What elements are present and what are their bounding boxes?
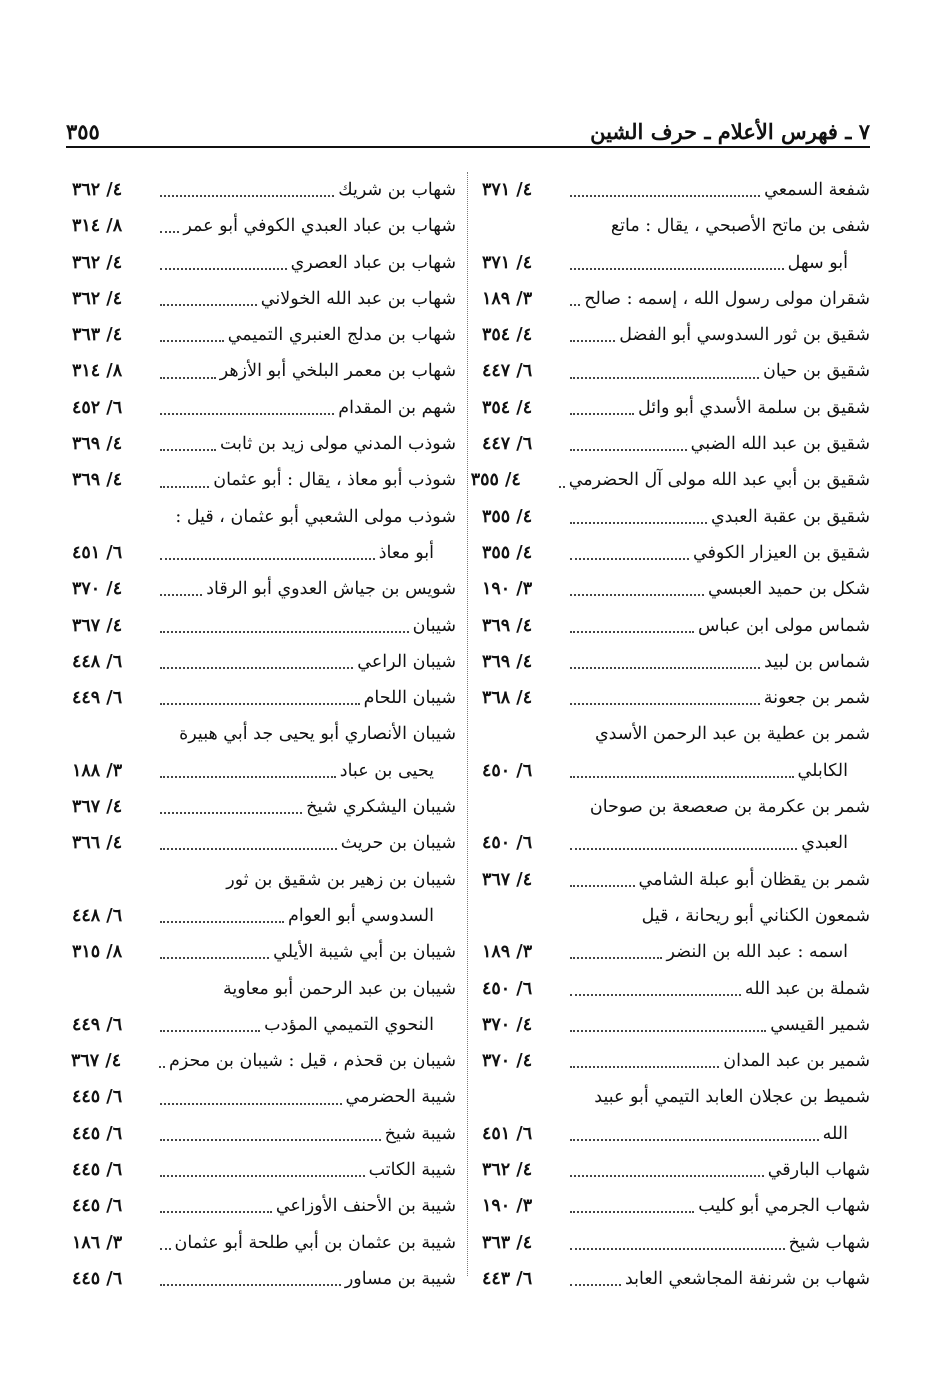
index-column-left [72, 172, 456, 1297]
volume-page-ref: ٣/ ١٨٨ [72, 760, 123, 781]
entry-name: شمير بن عبد المدان [723, 1051, 870, 1072]
index-entry [72, 644, 456, 680]
dot-leader [570, 1284, 621, 1286]
entry-name: شيبان بن زهير بن شقيق بن ثور [226, 869, 456, 890]
entry-name: شهاب بن شريك [338, 180, 456, 200]
entry-name: شكل بن حميد العبسي [708, 579, 870, 600]
index-entry [482, 1007, 870, 1043]
dot-leader [160, 1284, 341, 1286]
index-entry [72, 390, 456, 426]
volume-page-ref: ٣/ ١٨٩ [482, 288, 533, 309]
entry-name: شمير القيسي [770, 1014, 870, 1035]
index-entry [482, 1152, 870, 1188]
index-entry [482, 571, 870, 607]
dot-leader [160, 667, 353, 669]
entry-name: اسمه : عبد الله بن النضر [666, 942, 848, 963]
entry-name: شهاب بن عبد الله الخولاني [260, 288, 456, 309]
dot-leader [570, 377, 759, 379]
entry-name: أبو سهل [787, 252, 848, 273]
index-entry [72, 971, 456, 1007]
index-entry [482, 535, 870, 571]
volume-page-ref: ٤/ ٣٦٩ [482, 615, 533, 636]
volume-page-ref: ٤/ ٣٦٧ [71, 1051, 122, 1072]
entry-name: شيبان بن أبي شيبة الأيلي [273, 942, 456, 963]
volume-page-ref: ٤/ ٣٥٥ [482, 542, 533, 563]
volume-page-ref: ٤/ ٣٥٤ [482, 397, 533, 418]
volume-page-ref: ٤/ ٣٥٥ [470, 470, 521, 491]
dot-leader [570, 1175, 764, 1177]
index-entry [72, 1043, 456, 1079]
entry-name: شمر بن يقظان أبو عبلة الشامي [638, 869, 870, 890]
volume-page-ref: ٦/ ٤٤٥ [72, 1123, 123, 1144]
page-header [66, 108, 870, 144]
dot-leader [570, 449, 687, 451]
index-entry [72, 1007, 456, 1043]
index-entry [482, 1261, 870, 1297]
entry-name: شيبان [412, 615, 456, 636]
volume-page-ref: ٦/ ٤٥١ [482, 1123, 533, 1144]
volume-page-ref: ٦/ ٤٤٥ [72, 1196, 123, 1217]
volume-page-ref: ٦/ ٤٤٥ [72, 1160, 123, 1181]
dot-leader [570, 885, 635, 887]
dot-leader [160, 1211, 272, 1213]
volume-page-ref: ٦/ ٤٥٠ [482, 760, 533, 781]
dot-leader [160, 1248, 171, 1250]
entry-name: شيبان بن حريث [340, 833, 456, 854]
entry-name: شمر بن جعونة [763, 688, 870, 709]
dot-leader [160, 558, 375, 560]
volume-page-ref: ٤/ ٣٥٥ [482, 506, 533, 527]
index-entry [72, 862, 456, 898]
index-entry [72, 753, 456, 789]
entry-name: الكابلي [797, 760, 848, 781]
dot-leader [160, 231, 179, 233]
entry-name: شيبان الراعي [357, 651, 456, 672]
volume-page-ref: ٤/ ٣٦٩ [482, 651, 533, 672]
volume-page-ref: ٤/ ٣٦٢ [72, 180, 123, 200]
dot-leader [160, 1103, 342, 1105]
entry-name: شهاب شيخ [788, 1232, 870, 1253]
volume-page-ref: ٤/ ٣٦٣ [72, 325, 123, 346]
volume-page-ref: ٤/ ٣٦٣ [482, 1232, 533, 1253]
index-column-right [470, 172, 870, 1297]
volume-page-ref: ٤/ ٣٦٩ [72, 470, 123, 491]
volume-page-ref: ٦/ ٤٤٣ [482, 1268, 533, 1289]
dot-leader [160, 957, 269, 959]
volume-page-ref: ٨/ ٣١٤ [72, 216, 123, 237]
index-entry [482, 353, 870, 389]
index-entry [482, 499, 870, 535]
index-entry [482, 1188, 870, 1224]
index-entry [482, 208, 870, 244]
entry-name: شقيق بن سلمة الأسدي أبو وائل [638, 397, 870, 418]
volume-page-ref: ٤/ ٣٦٧ [482, 869, 533, 890]
entry-name: شهاب بن مدلج العنبري التميمي [227, 325, 456, 346]
dot-leader [570, 558, 689, 560]
volume-page-ref: ٤/ ٣٥٤ [482, 325, 533, 346]
index-entry [482, 172, 870, 208]
dot-leader [160, 1030, 260, 1032]
volume-page-ref: ٣/ ١٩٠ [482, 1196, 533, 1217]
volume-page-ref: ٤/ ٣٧٠ [482, 1051, 533, 1072]
dot-leader [160, 848, 337, 850]
index-entry [482, 644, 870, 680]
entry-name: شوذب أبو معاذ ، يقال : أبو عثمان [213, 470, 456, 491]
volume-page-ref: ٤/ ٣٧٠ [72, 579, 123, 600]
entry-name: شمر بن عكرمة بن صعصعة بن صوحان [589, 797, 870, 818]
index-entry [72, 317, 456, 353]
index-entry [482, 680, 870, 716]
entry-name: الله [822, 1123, 848, 1144]
dot-leader [570, 1030, 766, 1032]
index-entry [72, 172, 456, 208]
volume-page-ref: ٦/ ٤٥٠ [482, 978, 533, 999]
index-entry [482, 608, 870, 644]
volume-page-ref: ٤/ ٣٦٢ [72, 288, 123, 309]
index-entry [482, 1079, 870, 1115]
dot-leader [570, 340, 615, 342]
entry-name: شهاب الجرمي أبو كليب [698, 1196, 870, 1217]
volume-page-ref: ٣/ ١٨٩ [482, 942, 533, 963]
entry-name: شيبة الحضرمي [345, 1087, 456, 1108]
volume-page-ref: ٦/ ٤٤٥ [72, 1087, 123, 1108]
entry-name: شيبة بن مساور [344, 1268, 456, 1289]
index-entry [72, 462, 456, 498]
index-entry [72, 934, 456, 970]
entry-name: شيبان بن قحذم ، قيل : شيبان بن محزم [169, 1051, 456, 1072]
dot-leader [570, 522, 707, 524]
volume-page-ref: ٤/ ٣٦٩ [72, 434, 123, 455]
volume-page-ref: ٤/ ٣٦٨ [482, 688, 533, 709]
entry-name: شهاب البارقي [767, 1160, 870, 1181]
index-entry [72, 353, 456, 389]
entry-name: شفعة السمعي [764, 180, 870, 200]
entry-name: شوذب المدني مولى زيد بن ثابت [219, 434, 456, 455]
entry-name: شيبة بن عثمان بن أبي طلحة أبو عثمان [174, 1232, 456, 1253]
index-entry [72, 1225, 456, 1261]
dot-leader [570, 776, 794, 778]
index-entry [482, 1116, 870, 1152]
dot-leader [570, 413, 634, 415]
volume-page-ref: ٣/ ١٨٦ [72, 1232, 123, 1253]
volume-page-ref: ٦/ ٤٥١ [72, 542, 123, 563]
index-entry [72, 535, 456, 571]
dot-leader [160, 812, 302, 814]
index-entry [72, 281, 456, 317]
index-entry [482, 934, 870, 970]
entry-name: شيبة بن الأحنف الأوزاعي [275, 1196, 456, 1217]
volume-page-ref: ٨/ ٣١٤ [72, 361, 123, 382]
index-entry [72, 898, 456, 934]
dot-leader [570, 304, 580, 306]
entry-name: شماس بن لبيد [764, 651, 870, 672]
volume-page-ref: ٤/ ٣٧٠ [482, 1014, 533, 1035]
dot-leader [570, 994, 741, 996]
entry-name: شهاب بن عباد العصري [290, 252, 456, 273]
entry-name: النحوي التميمي المؤدب [264, 1014, 434, 1035]
index-entry [72, 1188, 456, 1224]
index-entry [482, 281, 870, 317]
index-entry [482, 426, 870, 462]
dot-leader [570, 195, 760, 197]
entry-name: شيبان اللحام [363, 688, 456, 709]
entry-name: شمر بن عطية بن عبد الرحمن الأسدي [594, 724, 870, 745]
entry-name: شيبان الأنصاري أبو يحيى جد أبي هبيرة [179, 724, 456, 745]
index-entry [72, 825, 456, 861]
index-entry [72, 716, 456, 752]
entry-name: يحيى بن عباد [339, 760, 434, 781]
entry-name: شهاب بن معمر البلخي أبو الأزهر [219, 361, 456, 382]
entry-name: السدوسي أبو العوام [288, 905, 434, 926]
dot-leader [160, 449, 216, 451]
index-entry [72, 789, 456, 825]
index-entry [72, 1116, 456, 1152]
volume-page-ref: ٤/ ٣٦٢ [482, 1160, 533, 1181]
volume-page-ref: ٦/ ٤٤٥ [72, 1268, 123, 1289]
entry-name: شقيق بن عقبة العبدي [710, 506, 870, 527]
volume-page-ref: ٤/ ٣٧١ [482, 180, 533, 200]
index-entry [482, 1225, 870, 1261]
dot-leader [570, 1211, 694, 1213]
volume-page-ref: ٤/ ٣٦٦ [72, 833, 123, 854]
volume-page-ref: ٦/ ٤٤٨ [72, 651, 123, 672]
dot-leader [570, 631, 694, 633]
index-entry [482, 245, 870, 281]
dot-leader [160, 594, 202, 596]
dot-leader [570, 703, 760, 705]
entry-name: شيبة شيخ [384, 1123, 456, 1144]
entry-name: شقيق بن أبي عبد الله مولى آل الحضرمي [568, 470, 870, 491]
index-entry [482, 390, 870, 426]
dot-leader [160, 413, 334, 415]
dot-leader [160, 486, 209, 488]
dot-leader [570, 1248, 785, 1250]
volume-page-ref: ٦/ ٤٤٨ [72, 905, 123, 926]
index-entry [72, 680, 456, 716]
index-entry [72, 426, 456, 462]
index-entry [482, 825, 870, 861]
entry-name: شملة بن عبد الله [744, 978, 870, 999]
entry-name: شيبان بن عبد الرحمن أبو معاوية [222, 978, 456, 999]
entry-name: شويس بن جياش العدوي أبو الرقاد [206, 579, 456, 600]
volume-page-ref: ٦/ ٤٤٩ [72, 1014, 123, 1035]
index-entry [72, 571, 456, 607]
entry-name: شيبان اليشكري شيخ [306, 797, 456, 818]
index-entry [482, 789, 870, 825]
header-rule [66, 146, 870, 148]
dot-leader [159, 1066, 165, 1068]
dot-leader [160, 921, 284, 923]
dot-leader [160, 703, 360, 705]
volume-page-ref: ٤/ ٣٦٢ [72, 252, 123, 273]
index-entry [72, 1152, 456, 1188]
volume-page-ref: ٤/ ٣٦٧ [72, 797, 123, 818]
dot-leader [160, 776, 336, 778]
dot-leader [570, 957, 662, 959]
entry-name: شقيق بن العيزار الكوفي [692, 542, 870, 563]
dot-leader [570, 848, 797, 850]
entry-name: العبدي [801, 833, 848, 854]
dot-leader [160, 1175, 365, 1177]
index-entry [482, 898, 870, 934]
entry-name: شهم بن المقدام [338, 397, 456, 418]
index-entry [72, 1079, 456, 1115]
entry-name: شمعون الكناني أبو ريحانة ، قيل [641, 905, 870, 926]
volume-page-ref: ٦/ ٤٥٠ [482, 833, 533, 854]
dot-leader [160, 268, 287, 270]
index-entry [482, 716, 870, 752]
volume-page-ref: ٦/ ٤٤٩ [72, 688, 123, 709]
entry-name: شوذب مولى الشعبي أبو عثمان ، قيل : [175, 506, 456, 527]
entry-name: شقيق بن حيان [763, 361, 870, 382]
dot-leader [570, 667, 760, 669]
entry-name: شقيق بن ثور السدوسي أبو الفضل [619, 325, 870, 346]
index-entry [72, 245, 456, 281]
entry-name: شفى بن ماتح الأصبحي ، يقال : ماتع [610, 216, 870, 237]
dot-leader [570, 268, 784, 270]
entry-name: شقيق بن عبد الله الضبي [690, 434, 870, 455]
entry-name: شيبة الكاتب [368, 1160, 456, 1181]
dot-leader [160, 195, 334, 197]
volume-page-ref: ٦/ ٤٤٧ [482, 361, 533, 382]
entry-name: شميط بن عجلان العابد التيمي أبو عبيد [594, 1087, 870, 1108]
page-number: ٣٥٥ [66, 119, 100, 144]
volume-page-ref: ٨/ ٣١٥ [72, 942, 123, 963]
dot-leader [559, 486, 565, 488]
index-entry [72, 499, 456, 535]
volume-page-ref: ٤/ ٣٧١ [482, 252, 533, 273]
entry-name: شهاب بن شرنفة المجاشعي العابد [624, 1268, 870, 1289]
column-divider [467, 172, 468, 1276]
volume-page-ref: ٦/ ٤٤٧ [482, 434, 533, 455]
index-entry [72, 1261, 456, 1297]
index-entry [72, 208, 456, 244]
dot-leader [160, 1139, 381, 1141]
index-entry [482, 317, 870, 353]
volume-page-ref: ٤/ ٣٦٧ [72, 615, 123, 636]
index-entry [482, 1043, 870, 1079]
volume-page-ref: ٣/ ١٩٠ [482, 579, 533, 600]
running-title: ٧ ـ فهرس الأعلام ـ حرف الشين [590, 119, 870, 144]
entry-name: أبو معاذ [378, 542, 434, 563]
index-entry [482, 971, 870, 1007]
dot-leader [160, 340, 224, 342]
dot-leader [570, 594, 704, 596]
index-entry [482, 753, 870, 789]
entry-name: شقران مولى رسول الله ، إسمه : صالح [584, 288, 870, 309]
index-entry [482, 862, 870, 898]
entry-name: شماس مولى ابن عباس [698, 615, 870, 636]
dot-leader [570, 1066, 719, 1068]
dot-leader [160, 377, 216, 379]
volume-page-ref: ٦/ ٤٥٢ [72, 397, 123, 418]
dot-leader [160, 304, 257, 306]
dot-leader [160, 631, 409, 633]
dot-leader [570, 1139, 819, 1141]
index-entry [72, 608, 456, 644]
entry-name: شهاب بن عباد العبدي الكوفي أبو عمر [183, 216, 456, 237]
index-entry [470, 462, 870, 498]
